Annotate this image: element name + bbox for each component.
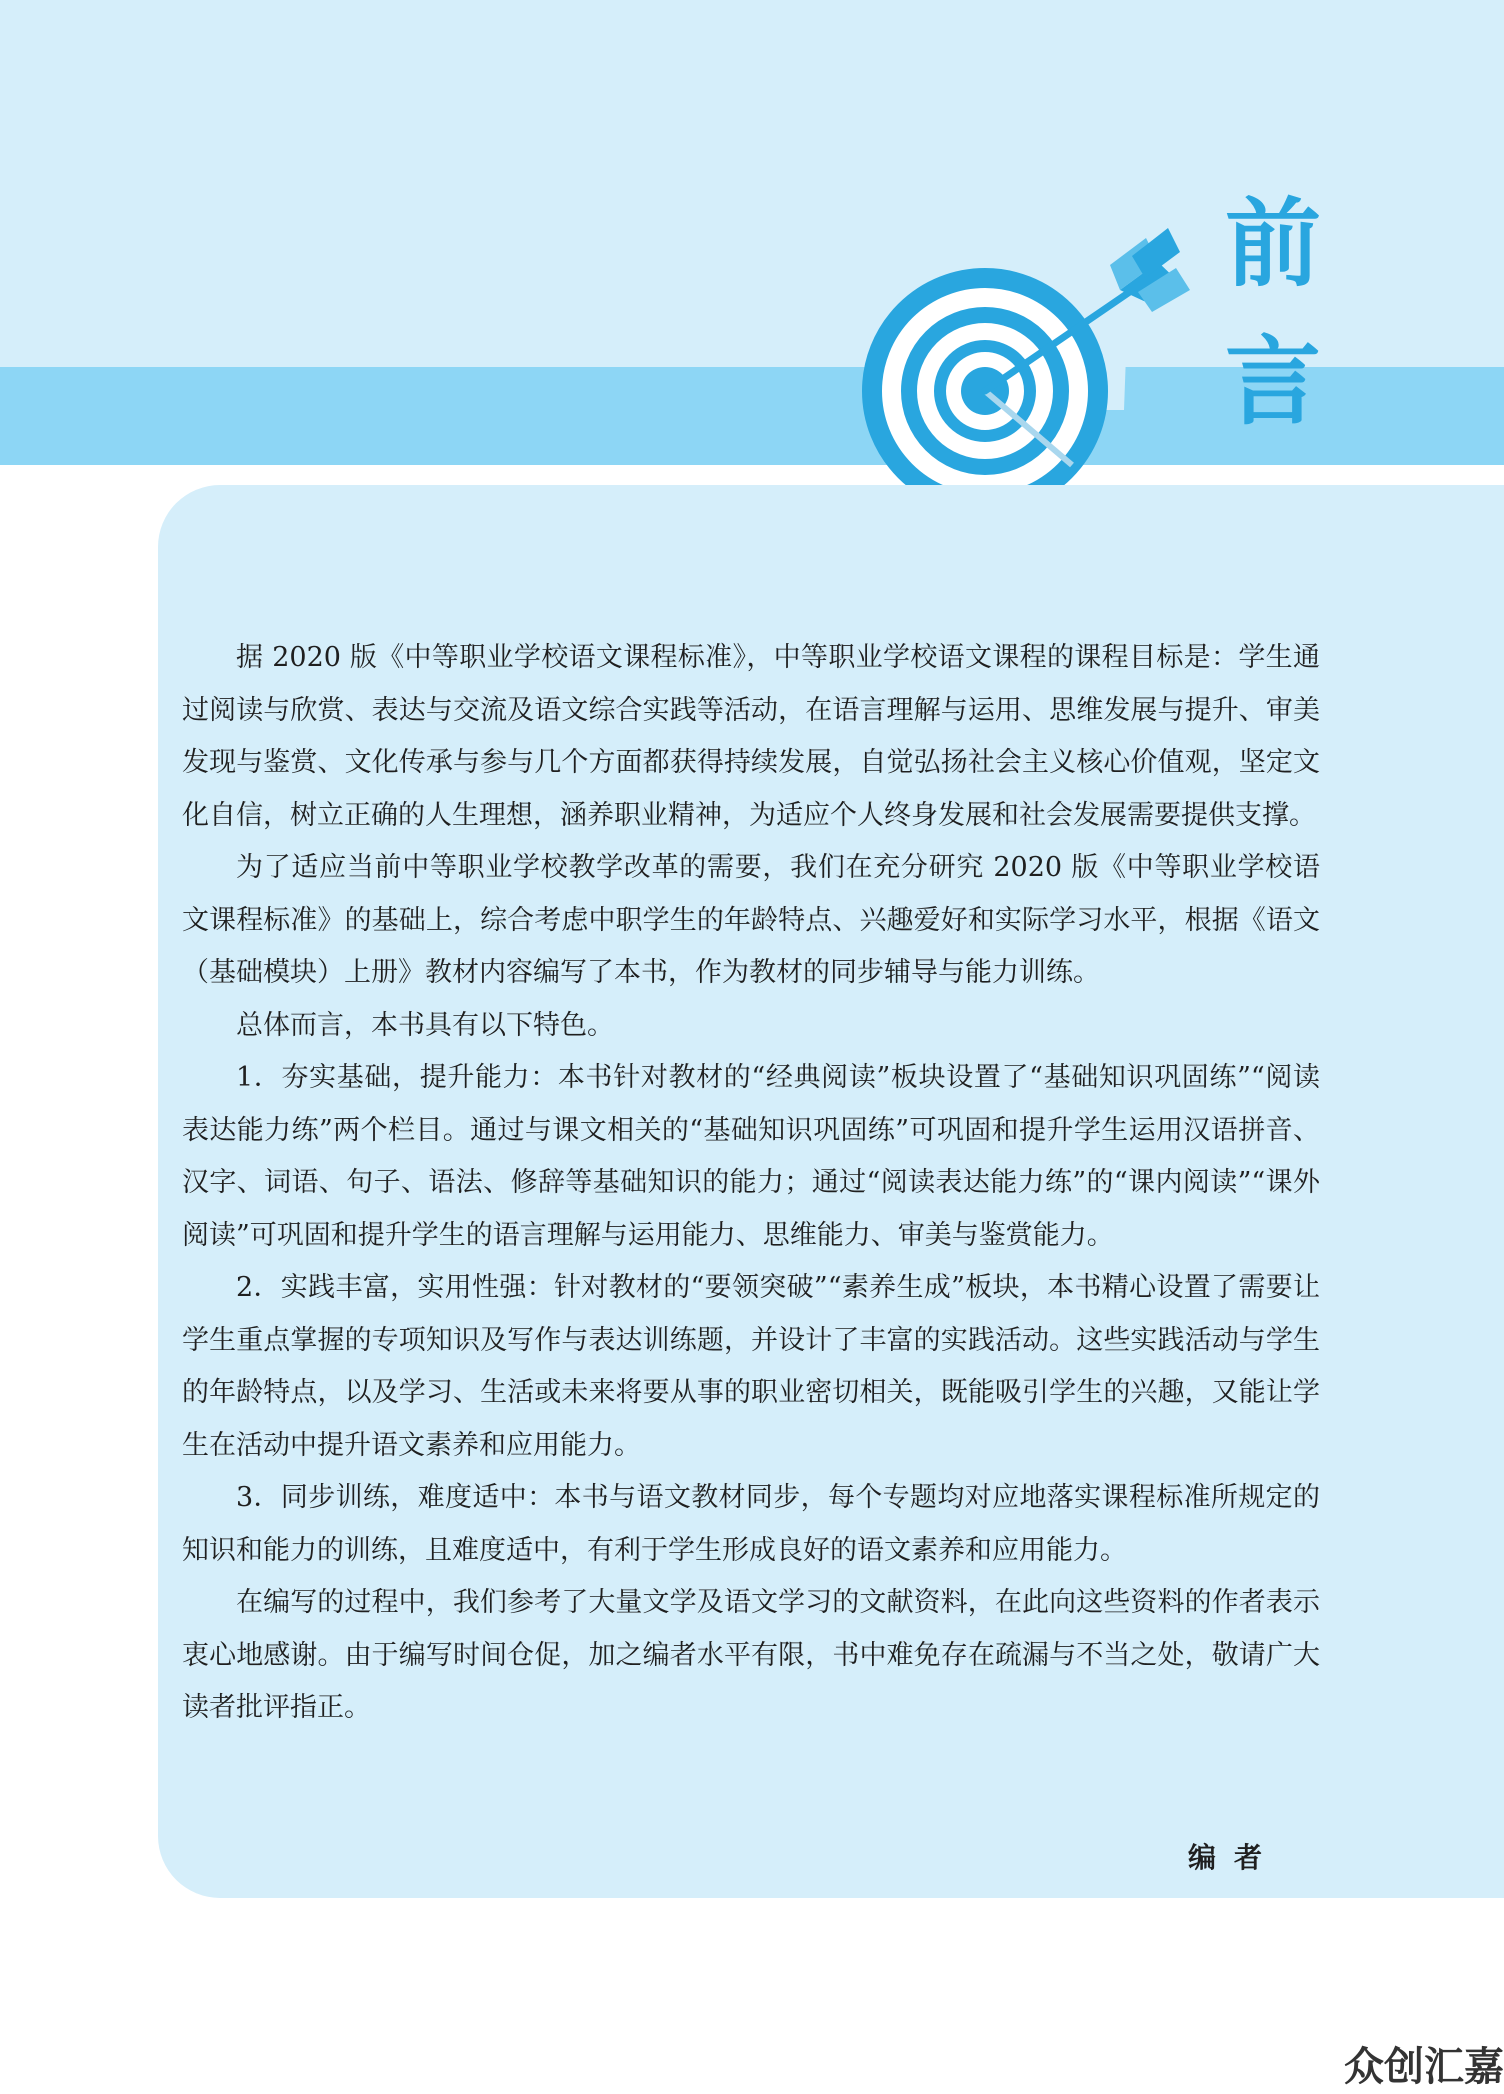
paragraph: 总体而言，本书具有以下特色。 — [236, 1009, 614, 1041]
signature: 编者 — [1187, 1841, 1280, 1874]
watermark-logo: 众创汇嘉 — [1344, 2044, 1504, 2090]
paragraph: 2．实践丰富，实用性强：针对教材的“要领突破”“素养生成”板块，本书精心设置了需要让学生重点掌握的专项知识及写作与表达训练题，并设计了丰富的实践活动。这些实践活动与学生的年龄特点，以及学习、生活或未来将要从事的职业密切相关，既能吸引学生的兴趣，又能让学生在活动中提升语文素养和应用能力。 — [182, 1272, 1320, 1461]
paragraph: 据 2020 版《中等职业学校语文课程标准》，中等职业学校语文课程的课程目标是：学生通过阅读与欣赏、表达与交流及语文综合实践等活动，在语言理解与运用、思维发展与提升、审美发现与鉴赏、文化传承与参与几个方面都获得持续发展，自觉弘扬社会主义核心价值观，坚定文化自信，树立正确的人生理想，涵养职业精神，为适应个人终身发展和社会发展需要提供支撑。 — [182, 642, 1320, 831]
paragraph: 3．同步训练，难度适中：本书与语文教材同步，每个专题均对应地落实课程标准所规定的知识和能力的训练，且难度适中，有利于学生形成良好的语文素养和应用能力。 — [182, 1482, 1320, 1566]
paragraph: 为了适应当前中等职业学校教学改革的需要，我们在充分研究 2020 版《中等职业学校语文课程标准》的基础上，综合考虑中职学生的年龄特点、兴趣爱好和实际学习水平，根据《语文（基础模块）上册》教材内容编写了本书，作为教材的同步辅导与能力训练。 — [182, 852, 1320, 988]
page-title — [1218, 175, 1328, 451]
preface-body — [182, 632, 1320, 1735]
paragraph: 在编写的过程中，我们参考了大量文学及语文学习的文献资料，在此向这些资料的作者表示衷心地感谢。由于编写时间仓促，加之编者水平有限，书中难免存在疏漏与不当之处，敬请广大读者批评指正。 — [182, 1587, 1320, 1723]
title-char: 言 — [1225, 326, 1321, 438]
paragraph: 1．夯实基础，提升能力：本书针对教材的“经典阅读”板块设置了“基础知识巩固练”“阅读表达能力练”两个栏目。通过与课文相关的“基础知识巩固练”可巩固和提升学生运用汉语拼音、汉字、词语、句子、语法、修辞等基础知识的能力；通过“阅读表达能力练”的“课内阅读”“课外阅读”可巩固和提升学生的语言理解与运用能力、思维能力、审美与鉴赏能力。 — [182, 1062, 1320, 1251]
title-char: 前 — [1225, 188, 1321, 300]
